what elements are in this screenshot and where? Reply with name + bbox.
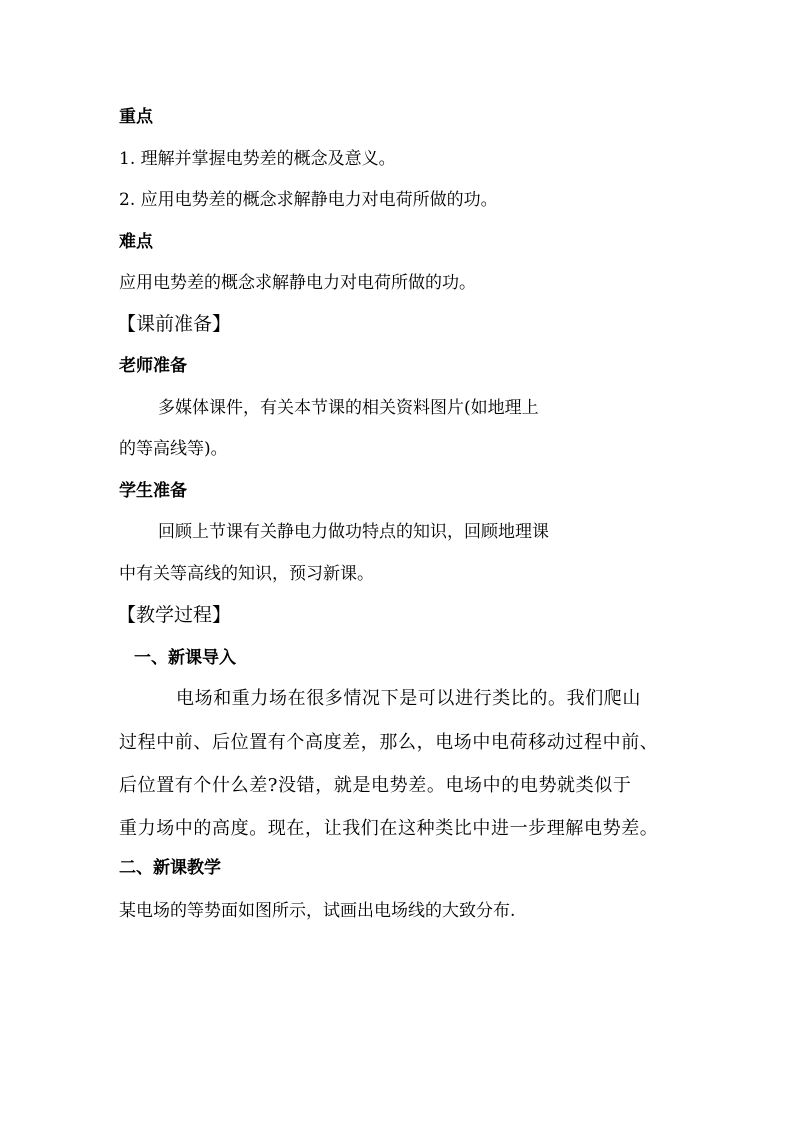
teacher-prep-line-2: 的等高线等)。 bbox=[119, 439, 228, 459]
intro-line-3: 后位置有个什么差?没错，就是电势差。电场中的电势就类似于 bbox=[119, 775, 632, 796]
teaching-heading: 二、新课教学 bbox=[119, 858, 221, 878]
difficulty-heading: 难点 bbox=[119, 232, 153, 252]
intro-line-4: 重力场中的高度。现在，让我们在这种类比中进一步理解电势差。 bbox=[119, 818, 659, 839]
intro-line-2: 过程中前、后位置有个高度差，那么，电场中电荷移动过程中前、 bbox=[119, 732, 659, 753]
student-prep-line-1: 回顾上节课有关静电力做功特点的知识，回顾地理课 bbox=[158, 522, 549, 542]
student-prep-heading: 学生准备 bbox=[119, 481, 187, 501]
teaching-text: 某电场的等势面如图所示，试画出电场线的大致分布. bbox=[119, 901, 516, 921]
key-point-item-2: 2. 应用电势差的概念求解静电力对电荷所做的功。 bbox=[119, 190, 498, 210]
teacher-prep-line-1: 多媒体课件，有关本节课的相关资料图片(如地理上 bbox=[158, 398, 539, 418]
preparation-title: 【课前准备】 bbox=[117, 313, 232, 335]
intro-line-1: 电场和重力场在很多情况下是可以进行类比的。我们爬山 bbox=[176, 688, 641, 709]
student-prep-line-2: 中有关等高线的知识，预习新课。 bbox=[119, 564, 374, 584]
teacher-prep-heading: 老师准备 bbox=[119, 356, 187, 376]
process-title: 【教学过程】 bbox=[117, 604, 232, 626]
difficulty-text: 应用电势差的概念求解静电力对电荷所做的功。 bbox=[119, 273, 476, 293]
intro-heading: 一、新课导入 bbox=[134, 648, 236, 668]
key-point-item-1: 1. 理解并掌握电势差的概念及意义。 bbox=[119, 149, 396, 169]
key-points-heading: 重点 bbox=[119, 107, 153, 127]
